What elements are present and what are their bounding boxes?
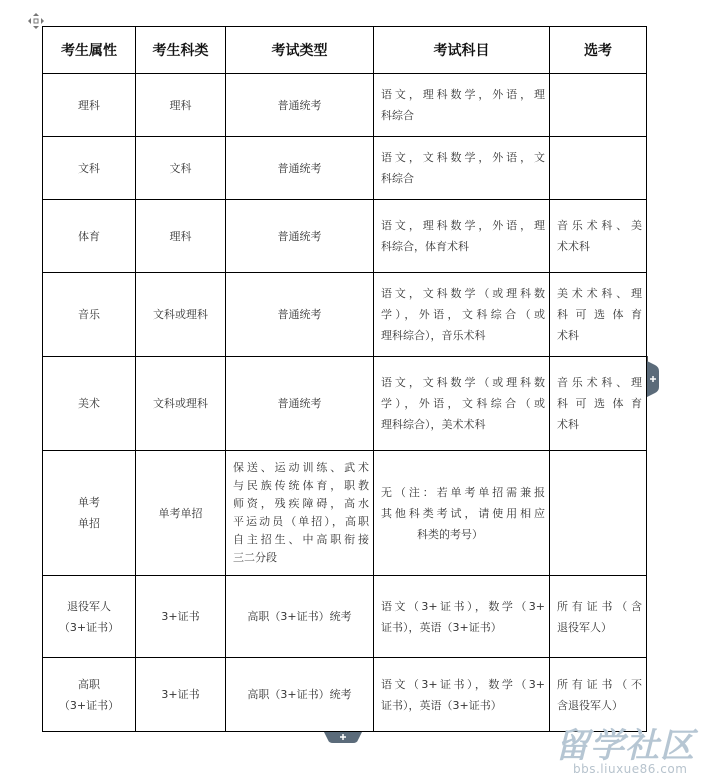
table-row: [43, 576, 647, 658]
cell-exam-type: 普通统考: [226, 74, 374, 137]
table-row: [43, 357, 647, 451]
cell-elective: [550, 451, 647, 576]
cell-elective: 所有证书（含 退役军人）: [550, 576, 647, 658]
add-row-plus-icon[interactable]: [324, 732, 362, 743]
cell-subjects: 语文（3+证书），数学（3+ 证书），英语（3+证书）: [374, 658, 550, 732]
cell-subjects: 语文，文科数学，外语，文 科综合: [374, 137, 550, 200]
table-row: [43, 273, 647, 357]
cell-subjects: 语文，理科数学，外语，理 科综合: [374, 74, 550, 137]
watermark-url: bbs.liuxue86.com: [573, 762, 688, 776]
watermark: [555, 718, 715, 784]
cell-attr: 美术: [43, 357, 136, 451]
cell-exam-type: 高职（3+证书）统考: [226, 576, 374, 658]
cell-exam-type: 普通统考: [226, 357, 374, 451]
cell-subjects: 无（注：若单考单招需兼报 其他科类考试，请使用相应 科类的考号）: [374, 451, 550, 576]
cell-attr: 理科: [43, 74, 136, 137]
cell-category: 文科或理科: [136, 273, 226, 357]
watermark-title: 留学社区: [555, 726, 695, 766]
cell-attr: 文科: [43, 137, 136, 200]
cell-category: 文科或理科: [136, 357, 226, 451]
table-header-row: [43, 27, 647, 74]
header-cell: 考试科目: [374, 27, 550, 74]
cell-category: 理科: [136, 74, 226, 137]
cell-attr: 高职 （3+证书）: [43, 658, 136, 732]
cell-exam-type: 高职（3+证书）统考: [226, 658, 374, 732]
header-cell: 考生科类: [136, 27, 226, 74]
cell-attr: 单考 单招: [43, 451, 136, 576]
cell-elective: [550, 137, 647, 200]
table-row: [43, 451, 647, 576]
cell-elective: 所有证书（不 含退役军人）: [550, 658, 647, 732]
cell-elective: 音乐术科、美 术术科: [550, 200, 647, 273]
header-cell: 考试类型: [226, 27, 374, 74]
cell-attr: 音乐: [43, 273, 136, 357]
cell-attr: 退役军人 （3+证书）: [43, 576, 136, 658]
cell-attr: 体育: [43, 200, 136, 273]
cell-category: 单考单招: [136, 451, 226, 576]
cell-elective: [550, 74, 647, 137]
cell-category: 理科: [136, 200, 226, 273]
cell-exam-type: 普通统考: [226, 273, 374, 357]
exam-subjects-table: [42, 26, 647, 732]
cell-exam-type: 保送、运动训练、武术 与民族传统体育，职教 师资，残疾障碍，高水 平运动员（单招），高职 自主招生、中高职衔接 三二分段: [226, 451, 374, 576]
cell-subjects: 语文，理科数学，外语，理 科综合，体育术科: [374, 200, 550, 273]
cell-subjects: 语文，文科数学（或理科数 学），外语，文科综合（或 理科综合），美术术科: [374, 357, 550, 451]
header-cell: 考生属性: [43, 27, 136, 74]
table-row: [43, 74, 647, 137]
cell-elective: 音乐术科、理 科可选体育 术科: [550, 357, 647, 451]
header-cell: 选考: [550, 27, 647, 74]
cell-exam-type: 普通统考: [226, 200, 374, 273]
cell-category: 3+证书: [136, 576, 226, 658]
add-column-plus-icon[interactable]: [647, 361, 659, 397]
table-row: [43, 200, 647, 273]
cell-elective: 美术术科、理 科可选体育 术科: [550, 273, 647, 357]
cell-category: 文科: [136, 137, 226, 200]
cell-category: 3+证书: [136, 658, 226, 732]
cell-subjects: 语文（3+证书），数学（3+ 证书），英语（3+证书）: [374, 576, 550, 658]
cell-subjects: 语文，文科数学（或理科数 学），外语，文科综合（或 理科综合），音乐术科: [374, 273, 550, 357]
cell-exam-type: 普通统考: [226, 137, 374, 200]
table-row: [43, 137, 647, 200]
